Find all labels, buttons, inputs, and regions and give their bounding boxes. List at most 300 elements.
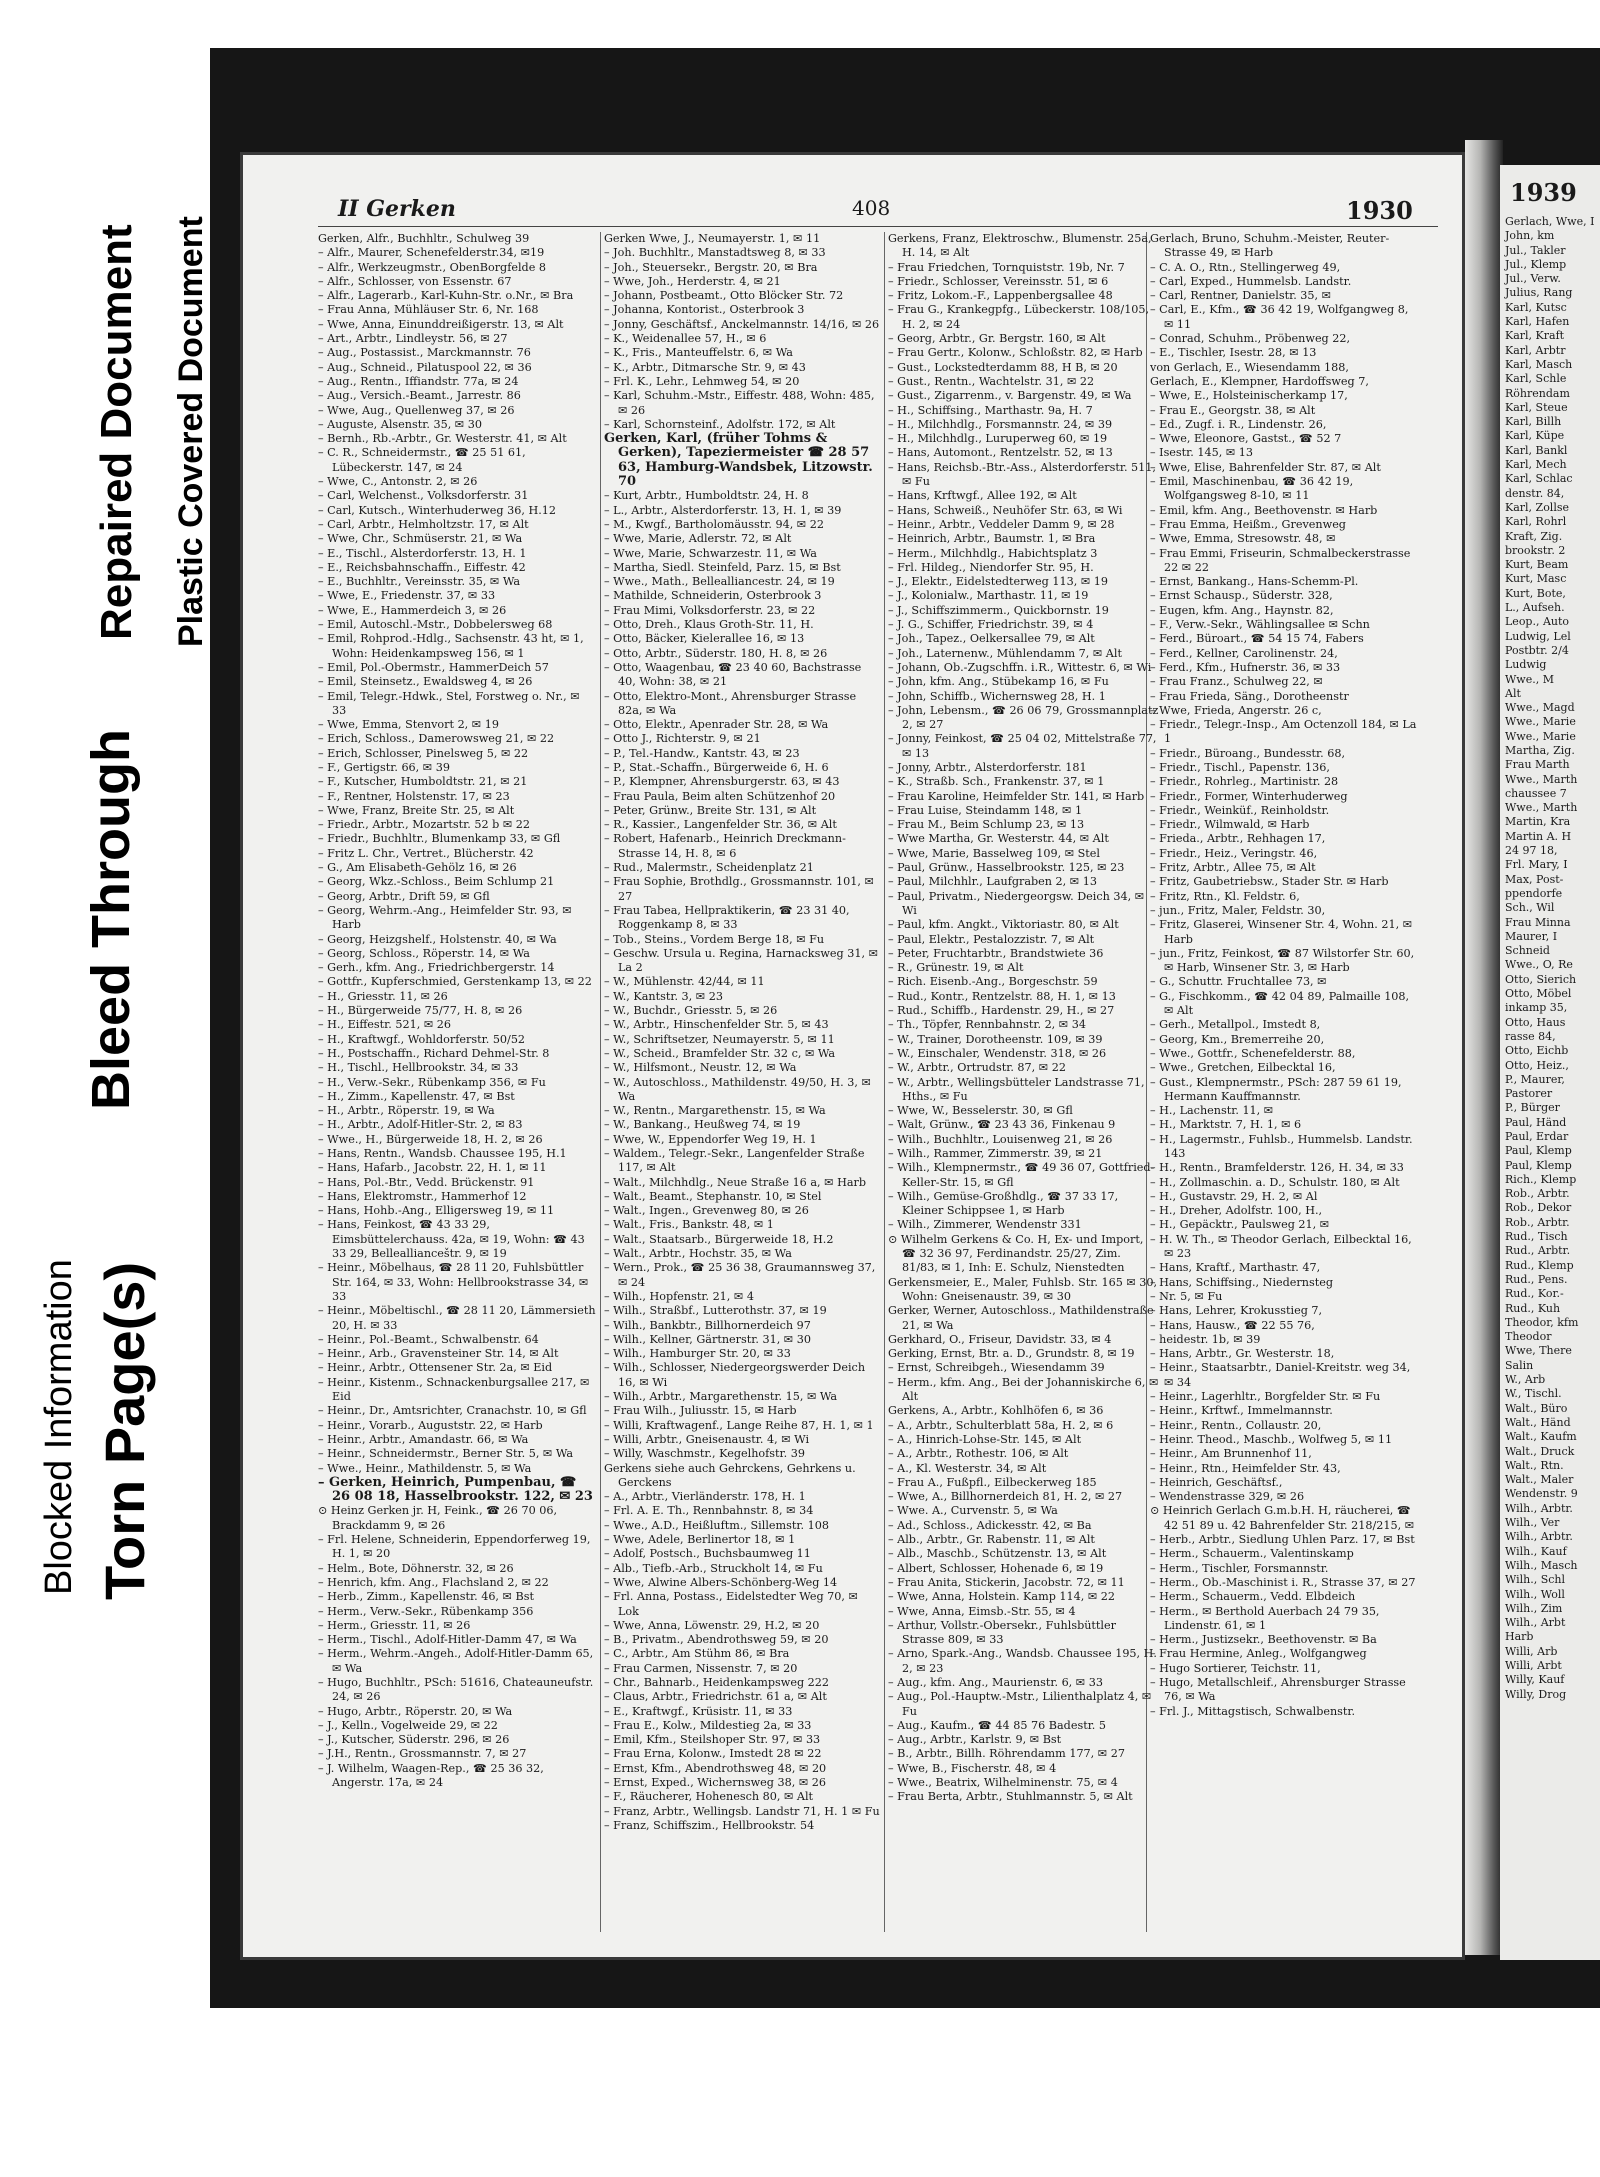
directory-entry: – Alfr., Lagerarb., Karl-Kuhn-Str. o.Nr., ✉ Bra [318, 289, 574, 303]
directory-entry: – Wwe., H., Bürgerweide 18, H. 2, ✉ 26 [318, 1132, 543, 1146]
directory-entry: – Frau Erna, Kolonw., Imstedt 28 ✉ 22 [604, 1747, 822, 1761]
directory-entry: – Ernst, Schreibgeh., Wiesendamm 39 [888, 1361, 1105, 1375]
directory-entry: – Paul, Privatm., Niedergeorgsw. Deich 34, ✉ Wi [888, 889, 1145, 917]
directory-entry: – Heinr., Krftwf., Immelmannstr. [1150, 1404, 1333, 1418]
directory-entry: – C. R., Schneidermstr., ☎ 25 51 61, Lübeckerstr. 147, ✉ 24 [318, 446, 526, 474]
facing-page-entry: Wilh., Schl [1505, 1573, 1566, 1587]
directory-entry: – K., Arbtr., Ditmarsche Str. 9, ✉ 43 [604, 360, 806, 374]
facing-page-entry: Walt., Maler [1505, 1473, 1574, 1487]
facing-page-entry: ppendorfe [1505, 886, 1563, 900]
directory-entry: – Frau Berta, Arbtr., Stuhlmannstr. 5, ✉ Alt [888, 1790, 1133, 1804]
facing-page-entry: Karl, Rohrl [1505, 515, 1567, 529]
directory-entry: – Walt., Staatsarb., Bürgerweide 18, H.2 [604, 1232, 834, 1246]
facing-page-entry: Otto, Heiz., [1505, 1058, 1569, 1072]
directory-entry: – Emil, Telegr.-Hdwk., Stel, Forstweg o. Nr., ✉ 33 [318, 689, 580, 717]
directory-entry: – Emil, Maschinenbau, ☎ 36 42 19, Wolfgangsweg 8-10, ✉ 11 [1150, 475, 1354, 503]
directory-entry: – Frau Luise, Steindamm 148, ✉ 1 [888, 803, 1083, 817]
directory-entry: – Rich. Eisenb.-Ang., Borgeschstr. 59 [888, 975, 1098, 989]
directory-entry: – Nr. 5, ✉ Fu [1150, 1289, 1223, 1303]
directory-entry: – Heinr., Schneidermstr., Berner Str. 5, ✉ Wa [318, 1447, 574, 1461]
directory-entry: – Hans, Feinkost, ☎ 43 33 29, Eimsbüttelerchauss. 42a, ✉ 19, Wohn: ☎ 43 33 29, Belleallianceštr. 9, ✉ 19 [318, 1218, 585, 1261]
directory-entry: – Otto, Arbtr., Süderstr. 180, H. 8, ✉ 26 [604, 646, 828, 660]
directory-entry: – Heinrich, Arbtr., Baumstr. 1, ✉ Bra [888, 532, 1096, 546]
directory-entry: – Emil, Kfm., Steilshoper Str. 97, ✉ 33 [604, 1733, 821, 1747]
directory-entry: – Georg, Wehrm.-Ang., Heimfelder Str. 93, ✉ Harb [318, 903, 572, 932]
directory-entry: – Friedr., Former, Winterhuderweg [1150, 789, 1348, 803]
directory-entry: – Gust., Lockstedterdamm 88, H B, ✉ 20 [888, 360, 1118, 374]
directory-entry: – Willy, Waschmstr., Kegelhofstr. 39 [604, 1447, 805, 1461]
directory-entry: – Aug., kfm. Ang., Maurienstr. 6, ✉ 33 [888, 1675, 1103, 1689]
directory-entry: – Frau Carmen, Nissenstr. 7, ✉ 20 [604, 1661, 798, 1675]
directory-entry: – Wwe, W., Besselerstr. 30, ✉ Gfl [888, 1104, 1073, 1118]
directory-entry: – Chr., Bahnarb., Heidenkampsweg 222 [604, 1675, 830, 1689]
directory-entry: – Wwe, B., Fischerstr. 48, ✉ 4 [888, 1761, 1057, 1775]
directory-entry: – Geschw. Ursula u. Regina, Harnacksweg 31, ✉ La 2 [604, 946, 878, 975]
directory-entry: – Heinr., Arbtr., Amandastr. 66, ✉ Wa [318, 1432, 529, 1446]
directory-entry: – Hans, Hausw., ☎ 22 55 76, [1150, 1318, 1315, 1332]
directory-entry: – Eugen, kfm. Ang., Haynstr. 82, [1150, 603, 1334, 617]
facing-page-entry: Walt., Kaufm [1505, 1430, 1577, 1444]
directory-entry: – Alb., Arbtr., Gr. Rabenstr. 11, ✉ Alt [888, 1533, 1095, 1547]
directory-entry: – Wwe, Eleonore, Gastst., ☎ 52 7 [1150, 432, 1342, 446]
directory-entry: – J.H., Rentn., Grossmannstr. 7, ✉ 27 [318, 1747, 527, 1761]
directory-entry: – W., Schriftsetzer, Neumayerstr. 5, ✉ 11 [604, 1032, 835, 1046]
directory-entry: – H. W. Th., ✉ Theodor Gerlach, Eilbecktal 16, ✉ 23 [1150, 1232, 1412, 1261]
directory-entry: – Frau Sophie, Brothdlg., Grossmannstr. 101, ✉ 27 [604, 875, 874, 903]
directory-entry: – H., Bürgerweide 75/77, H. 8, ✉ 26 [318, 1004, 523, 1018]
facing-page-entry: Karl, Bankl [1505, 443, 1568, 457]
facing-page-entry: Paul, Klemp [1505, 1158, 1572, 1172]
label-torn-pages: Torn Page(s) [93, 1261, 156, 1600]
directory-entry: – heidestr. 1b, ✉ 39 [1150, 1332, 1261, 1346]
directory-entry: – F., Verw.-Sekr., Wählingsallee ✉ Schn [1150, 618, 1370, 632]
facing-page-entry: Schneid [1505, 944, 1550, 958]
directory-entry: – Wwe, Emma, Stresowstr. 48, ✉ [1150, 532, 1336, 546]
directory-entry: – Wwe, Chr., Schmüserstr. 21, ✉ Wa [318, 532, 523, 546]
directory-entry: – Hans, Kraftf., Marthastr. 47, [1150, 1261, 1321, 1275]
directory-entry: – Isestr. 145, ✉ 13 [1150, 446, 1254, 460]
directory-entry: – Herb., Zimm., Kapellenstr. 46, ✉ Bst [318, 1590, 534, 1604]
directory-entry: – A., Arbtr., Schulterblatt 58a, H. 2, ✉ 6 [888, 1418, 1114, 1432]
directory-entry: – Frl. J., Mittagstisch, Schwalbenstr. [1150, 1704, 1356, 1718]
directory-entry: – H., Arbtr., Röperstr. 19, ✉ Wa [318, 1104, 495, 1118]
directory-entry: – Georg, Arbtr., Gr. Bergstr. 160, ✉ Alt [888, 332, 1106, 346]
directory-entry: – Frau Emmi, Friseurin, Schmalbeckerstrasse 22 ✉ 22 [1150, 546, 1411, 574]
directory-entry: – Wilh., Schlosser, Niedergeorgswerder Deich 16, ✉ Wi [604, 1361, 866, 1389]
directory-entry: Gerlach, Bruno, Schuhm.-Meister, Reuter-Strasse 49, ✉ Harb [1150, 232, 1390, 260]
facing-page-entry: Julius, Rang [1505, 286, 1573, 300]
label-repaired-document: Repaired Document [92, 224, 141, 640]
directory-entry: – Heinr. Theod., Maschb., Wolfweg 5, ✉ 11 [1150, 1432, 1393, 1446]
directory-entry: – E., Reichsbahnschaffn., Eiffestr. 42 [318, 560, 526, 574]
facing-page-entry: Karl, Steue [1505, 400, 1568, 414]
directory-entry: – B., Arbtr., Billh. Röhrendamm 177, ✉ 27 [888, 1747, 1125, 1761]
facing-page-entry: Otto, Haus [1505, 1015, 1566, 1029]
directory-entry: – W., Rentn., Margarethenstr. 15, ✉ Wa [604, 1104, 826, 1118]
directory-entry: – Georg, Heizgshelf., Holstenstr. 40, ✉ Wa [318, 932, 557, 946]
directory-entry: – E., Tischl., Alsterdorferstr. 13, H. 1 [318, 546, 527, 560]
facing-page-entry: Karl, Hafen [1505, 315, 1570, 329]
directory-entry: – R., Grünestr. 19, ✉ Alt [888, 961, 1024, 975]
facing-page-entry: Karl, Arbtr [1505, 343, 1566, 357]
facing-page-entry: Willy, Drog [1505, 1687, 1567, 1701]
facing-page-entry: Willy, Kauf [1505, 1673, 1565, 1687]
facing-page-entry: Otto, Möbel [1505, 987, 1572, 1001]
facing-page-year: 1939 [1510, 178, 1577, 207]
directory-entry: – Carl, E., Kfm., ☎ 36 42 19, Wolfgangweg 8, ✉ 11 [1150, 303, 1409, 331]
directory-entry: – F., Rentner, Holstenstr. 17, ✉ 23 [318, 789, 510, 803]
directory-entry: – W., Hilfsmont., Neustr. 12, ✉ Wa [604, 1061, 797, 1075]
directory-entry: – Frau A., Fußpfl., Eilbeckerweg 185 [888, 1475, 1097, 1489]
directory-entry: – Aug., Versich.-Beamt., Jarrestr. 86 [318, 389, 521, 403]
directory-entry: – Aug., Postassist., Marckmannstr. 76 [318, 346, 531, 360]
directory-entry: – Rud., Kontr., Rentzelstr. 88, H. 1, ✉ 13 [888, 989, 1116, 1003]
directory-entry: – Frau Frieda, Säng., Dorotheenstr [1150, 689, 1349, 703]
directory-entry: – H., Milchhdlg., Luruperweg 60, ✉ 19 [888, 432, 1108, 446]
directory-entry: – Frau Anna, Mühläuser Str. 6, Nr. 168 [318, 303, 539, 317]
facing-page-entry: rasse 84, [1505, 1029, 1556, 1043]
facing-page-entry: Frau Minna [1505, 915, 1571, 929]
facing-page-entry: Kurt, Bote, [1505, 586, 1566, 600]
facing-page-entry: Karl, Billh [1505, 415, 1562, 429]
directory-entry: – H., Lachenstr. 11, ✉ [1150, 1104, 1274, 1118]
directory-entry: – F., Räucherer, Hohenesch 80, ✉ Alt [604, 1790, 814, 1804]
directory-entry: Gerkens, Franz, Elektroschw., Blumenstr. 25a, H. 14, ✉ Alt [888, 232, 1152, 260]
facing-page-entry: Postbtr. 2/4 [1505, 643, 1569, 657]
directory-entry: – Rud., Schiffb., Hardenstr. 29, H., ✉ 27 [888, 1004, 1115, 1018]
directory-entry: – Friedr., Schlosser, Vereinsstr. 51, ✉ 6 [888, 274, 1109, 288]
directory-entry: – Wwe, Anna, Löwenstr. 29, H.2, ✉ 20 [604, 1618, 820, 1632]
facing-page-entry: Pastorer [1505, 1087, 1553, 1101]
directory-entry: – Herm., kfm. Ang., Bei der Johanniskirche 6, ✉ Alt [888, 1375, 1159, 1404]
directory-entry: – Otto, Waagenbau, ☎ 23 40 60, Bachstrasse 40, Wohn: 38, ✉ 21 [604, 660, 862, 689]
directory-entry: – Wilh., Kellner, Gärtnerstr. 31, ✉ 30 [604, 1332, 811, 1346]
facing-page-entry: Leop., Auto [1505, 615, 1570, 629]
directory-entry: – Joh. Buchhltr., Manstadtsweg 8, ✉ 33 [604, 246, 826, 260]
directory-entry: – Franz, Arbtr., Wellingsb. Landstr 71, H. 1 ✉ Fu [604, 1804, 880, 1818]
directory-entry: – Wwe, Marie, Schwarzestr. 11, ✉ Wa [604, 546, 817, 560]
directory-entry: – Aug., Pol.-Hauptw.-Mstr., Lilienthalplatz 4, ✉ Fu [888, 1690, 1152, 1718]
directory-entry: – Gerh., Metallpol., Imstedt 8, [1150, 1018, 1321, 1032]
directory-entry: – Arno, Spark.-Ang., Wandsb. Chaussee 195, H. 2, ✉ 23 [888, 1647, 1157, 1675]
directory-entry: – M., Kwgf., Bartholomäusstr. 94, ✉ 22 [604, 517, 824, 531]
directory-entry: – Wwe., Math., Bellealliancestr. 24, ✉ 19 [604, 575, 835, 589]
facing-page-entry: Otto, Eichb [1505, 1044, 1569, 1058]
directory-entry: – Erich, Schlosser, Pinelsweg 5, ✉ 22 [318, 746, 529, 760]
directory-entry: – Frl. K., Lehr., Lehmweg 54, ✉ 20 [604, 374, 800, 388]
label-bleed-through: Bleed Through [81, 729, 141, 1110]
directory-entry: – Gust., Rentn., Wachtelstr. 31, ✉ 22 [888, 374, 1095, 388]
directory-column-2 [604, 232, 881, 1932]
directory-entry: – J., Kolonialw., Marthastr. 11, ✉ 19 [888, 589, 1089, 603]
directory-entry: – Paul, Grünw., Hasselbrookstr. 125, ✉ 23 [888, 861, 1125, 875]
directory-entry: Gerlach, E., Klempner, Hardoffsweg 7, [1150, 374, 1369, 388]
directory-entry: – H., Gustavstr. 29, H. 2, ✉ Al [1150, 1189, 1318, 1203]
directory-entry: – W., Arbtr., Hinschenfelder Str. 5, ✉ 43 [604, 1018, 829, 1032]
facing-page-entry: Karl, Zollse [1505, 500, 1570, 514]
directory-entry: – Mathilde, Schneiderin, Osterbrook 3 [604, 589, 822, 603]
directory-entry: – Ferd., Kellner, Carolinenstr. 24, [1150, 646, 1338, 660]
directory-entry: – Herm., Schauerm., Valentinskamp [1150, 1547, 1354, 1561]
directory-entry: – Heinr., Vorarb., Auguststr. 22, ✉ Harb [318, 1418, 543, 1432]
directory-entry: – Claus, Arbtr., Friedrichstr. 61 a, ✉ Alt [604, 1690, 827, 1704]
directory-entry: – Wwe., A.D., Heißluftm., Sillemstr. 108 [604, 1518, 829, 1532]
directory-entry: – H., Dreher, Adolfstr. 100, H., [1150, 1204, 1323, 1218]
facing-page-entry: Karl, Schlac [1505, 472, 1573, 486]
directory-entry: – H., Tischl., Hellbrookstr. 34, ✉ 33 [318, 1061, 519, 1075]
facing-page-entry: Wilh., Arbtr. [1505, 1530, 1573, 1544]
directory-entry: – Wwe, Anna, Holstein. Kamp 114, ✉ 22 [888, 1590, 1116, 1604]
directory-entry: – Gerken, Heinrich, Pumpenbau, ☎ 26 08 18, Hasselbrookstr. 122, ✉ 23 [318, 1474, 593, 1505]
facing-page-entry: Karl, Schle [1505, 372, 1567, 386]
directory-entry: – Heinr., Kistenm., Schnackenburgsallee 217, ✉ Eid [318, 1375, 590, 1404]
label-plastic-covered-document: Plastic Covered Document [172, 216, 210, 647]
directory-column-3 [888, 232, 1160, 1932]
directory-entry: – Karl, Schornsteinf., Adolfstr. 172, ✉ Alt [604, 417, 836, 431]
facing-page-entry: Rud., Arbtr. [1505, 1244, 1571, 1258]
directory-entry: – Fritz L. Chr., Vertret., Blücherstr. 42 [318, 846, 534, 860]
directory-entry: – Gottfr., Kupferschmied, Gerstenkamp 13, ✉ 22 [318, 975, 592, 989]
directory-entry: – Wilh., Zimmerer, Wendenstr 331 [888, 1218, 1082, 1232]
directory-entry: Gerken, Alfr., Buchhltr., Schulweg 39 [318, 232, 530, 245]
directory-entry: – Emil, Rohprod.-Hdlg., Sachsenstr. 43 ht, ✉ 1, Wohn: Heidenkampsweg 156, ✉ 1 [318, 632, 584, 660]
directory-entry: – Frl. Helene, Schneiderin, Eppendorferweg 19, H. 1, ✉ 20 [318, 1533, 591, 1561]
facing-page-entry: Walt., Händ [1505, 1415, 1571, 1429]
directory-entry: – Carl, Exped., Hummelsb. Landstr. [1150, 274, 1352, 288]
directory-entry: – Hugo, Buchhltr., PSch: 51616, Chateauneufstr. 24, ✉ 26 [318, 1675, 594, 1704]
facing-page-entry: Ludwig, Lel [1505, 629, 1571, 643]
facing-page-entry: Willi, Arb [1505, 1644, 1558, 1658]
directory-entry: – Herm., Tischler, Forsmannstr. [1150, 1561, 1329, 1575]
directory-entry: – A., Hinrich-Lohse-Str. 145, ✉ Alt [888, 1432, 1082, 1446]
directory-entry: – Paul, Elektr., Pestalozzistr. 7, ✉ Alt [888, 932, 1095, 946]
directory-entry: – Heinr., Am Brunnenhof 11, [1150, 1447, 1312, 1461]
directory-entry: – jun., Fritz, Feinkost, ☎ 87 Wilstorfer Str. 60, ✉ Harb, Winsener Str. 3, ✉ Harb [1150, 946, 1415, 975]
directory-entry: – Herm., Ob.-Maschinist i. R., Strasse 37, ✉ 27 [1150, 1575, 1416, 1589]
directory-entry: – Emil, Steinsetz., Ewaldsweg 4, ✉ 26 [318, 675, 533, 689]
directory-entry: – Hans, Arbtr., Gr. Westerstr. 18, [1150, 1347, 1335, 1361]
directory-entry: – Ernst, Exped., Wichernsweg 38, ✉ 26 [604, 1776, 827, 1790]
facing-page-entry: Theodor [1505, 1330, 1552, 1344]
directory-entry: – Ed., Zugf. i. R., Lindenstr. 26, [1150, 417, 1327, 431]
directory-entry: – Tob., Steins., Vordem Berge 18, ✉ Fu [604, 932, 825, 946]
directory-entry: – Johann, Ob.-Zugschffn. i.R., Wittestr. 6, ✉ Wi [888, 660, 1152, 674]
directory-entry: – H., Arbtr., Adolf-Hitler-Str. 2, ✉ 83 [318, 1118, 523, 1132]
directory-entry: – Ferd., Büroart., ☎ 54 15 74, Fabers [1150, 632, 1364, 646]
directory-entry: – Frau Emma, Heißm., Grevenweg [1150, 517, 1346, 531]
directory-entry: – Peter, Fruchtarbtr., Brandstwiete 36 [888, 946, 1104, 960]
directory-entry: – Gerh., kfm. Ang., Friedrichbergerstr. 14 [318, 961, 555, 975]
directory-entry: – Frau Friedchen, Tornquiststr. 19b, Nr. 7 [888, 260, 1125, 274]
directory-entry: – Wilh., Hamburger Str. 20, ✉ 33 [604, 1347, 791, 1361]
directory-entry: – H., Schiffsing., Marthastr. 9a, H. 7 [888, 403, 1093, 417]
facing-page-entry: Kurt, Beam [1505, 558, 1569, 572]
directory-entry: – Frau Tabea, Hellpraktikerin, ☎ 23 31 40, Roggenkamp 8, ✉ 33 [604, 903, 850, 932]
directory-entry: – B., Privatm., Abendrothsweg 59, ✉ 20 [604, 1633, 829, 1647]
directory-entry: – Wilh., Klempnermstr., ☎ 49 36 07, Gottfried-Keller-Str. 15, ✉ Gfl [888, 1161, 1155, 1189]
directory-entry: – H., Lagermstr., Fuhlsb., Hummelsb. Landstr. 143 [1150, 1132, 1413, 1160]
facing-page-entry: Jul., Verw. [1505, 272, 1561, 286]
directory-entry: – P., Klempner, Ahrensburgerstr. 63, ✉ 43 [604, 775, 840, 789]
facing-page-entry: John, km [1505, 229, 1555, 243]
directory-entry: – Ad., Schloss., Adickesstr. 42, ✉ Ba [888, 1518, 1092, 1532]
directory-entry: – Paul, Milchhlr., Laufgraben 2, ✉ 13 [888, 875, 1097, 889]
directory-entry: – Hans, Automont., Rentzelstr. 52, ✉ 13 [888, 446, 1113, 460]
directory-entry: – H., Marktstr. 7, H. 1, ✉ 6 [1150, 1118, 1302, 1132]
directory-entry: – J., Schiffszimmerm., Quickbornstr. 19 [888, 603, 1109, 617]
directory-entry: – Adolf, Postsch., Buchsbaumweg 11 [604, 1547, 811, 1561]
directory-entry: – Franz, Schiffszim., Hellbrookstr. 54 [604, 1818, 815, 1832]
directory-entry: – Hugo, Arbtr., Röperstr. 20, ✉ Wa [318, 1704, 513, 1718]
facing-page-entry: Paul, Klemp [1505, 1144, 1572, 1158]
directory-entry: – Hans, Krftwgf., Allee 192, ✉ Alt [888, 489, 1077, 503]
directory-entry: – Heinr., Lagerhltr., Borgfelder Str. ✉ Fu [1150, 1390, 1381, 1404]
directory-entry: – Wwe Martha, Gr. Westerstr. 44, ✉ Alt [888, 832, 1109, 846]
directory-entry: – G., Fischkomm., ☎ 42 04 89, Palmaille 108, ✉ Alt [1150, 989, 1410, 1018]
directory-entry: – J., Kutscher, Süderstr. 296, ✉ 26 [318, 1733, 510, 1747]
directory-entry: – Hans, Pol.-Btr., Vedd. Brückenstr. 91 [318, 1175, 535, 1189]
directory-entry: – Bernh., Rb.-Arbtr., Gr. Westerstr. 41, ✉ Alt [318, 432, 567, 446]
directory-entry: – Henrich, kfm. Ang., Flachsland 2, ✉ 22 [318, 1575, 549, 1589]
directory-entry: – J., Kelln., Vogelweide 29, ✉ 22 [318, 1718, 498, 1732]
directory-entry: – Jonny, Geschäftsf., Anckelmannstr. 14/16, ✉ 26 [604, 317, 880, 331]
directory-entry: – Alfr., Maurer, Schenefelderstr.34, ✉19 [318, 246, 545, 260]
facing-page-entry: Wwe, There [1505, 1344, 1572, 1358]
directory-entry: – W., Einschaler, Wendenstr. 318, ✉ 26 [888, 1046, 1107, 1060]
directory-entry: – Wwe, Aug., Quellenweg 37, ✉ 26 [318, 403, 515, 417]
directory-entry: – E., Tischler, Isestr. 28, ✉ 13 [1150, 346, 1317, 360]
directory-entry: – Jonny, Arbtr., Alsterdorferstr. 181 [888, 760, 1087, 774]
directory-entry: – Georg, Km., Bremerreihe 20, [1150, 1032, 1325, 1046]
directory-entry: – Aug., Rentn., Iffiandstr. 77a, ✉ 24 [318, 374, 519, 388]
directory-entry: – W., Bankang., Heußweg 74, ✉ 19 [604, 1118, 801, 1132]
label-blocked-information: Blocked Information [38, 1259, 80, 1595]
directory-entry: – H., Kraftwgf., Wohldorferstr. 50/52 [318, 1032, 526, 1046]
directory-entry: – Frieda., Arbtr., Rehhagen 17, [1150, 832, 1326, 846]
directory-entry: – Fritz, Arbtr., Allee 75, ✉ Alt [1150, 861, 1316, 875]
directory-entry: – E., Kraftwgf., Krüsistr. 11, ✉ 33 [604, 1704, 793, 1718]
directory-entry: – H., Verw.-Sekr., Rübenkamp 356, ✉ Fu [318, 1075, 546, 1089]
facing-page-entry: Kurt, Masc [1505, 572, 1567, 586]
facing-page-entry: Wwe., Marie [1505, 715, 1576, 729]
directory-entry: – Peter, Grünw., Breite Str. 131, ✉ Alt [604, 803, 817, 817]
directory-entry: – Walt, Grünw., ☎ 23 43 36, Finkenau 9 [888, 1118, 1116, 1132]
directory-entry: Gerkens siehe auch Gehrckens, Gehrkens u. Gerckens [604, 1461, 856, 1489]
directory-entry: – Wendenstrasse 329, ✉ 26 [1150, 1490, 1305, 1504]
directory-entry: – Wilh., Rammer, Zimmerstr. 39, ✉ 21 [888, 1147, 1103, 1160]
directory-entry: – G., Schuttr. Fruchtallee 73, ✉ [1150, 975, 1327, 989]
facing-page-entry: Sch., Wil [1505, 901, 1555, 915]
directory-entry: – Wilh., Gemüse-Großhdlg., ☎ 37 33 17, Kleiner Schippsee 1, ✉ Harb [888, 1189, 1119, 1218]
directory-entry: – John, Schiffb., Wichernsweg 28, H. 1 [888, 689, 1106, 703]
facing-page-entry: Wilh., Arbt [1505, 1616, 1566, 1630]
facing-page-entry: Wwe., Marth [1505, 772, 1578, 786]
directory-entry: – Alb., Maschb., Schützenstr. 13, ✉ Alt [888, 1547, 1107, 1561]
directory-entry: – P., Tel.-Handw., Kantstr. 43, ✉ 23 [604, 746, 800, 760]
running-head-year: 1930 [1346, 196, 1413, 225]
directory-entry: – Walt., Milchhdlg., Neue Straße 16 a, ✉ Harb [604, 1175, 867, 1189]
facing-page-entry: Rud., Klemp [1505, 1258, 1574, 1272]
directory-entry: – Friedr., Buchhltr., Blumenkamp 33, ✉ Gfl [318, 832, 561, 846]
directory-entry: – Th., Töpfer, Rennbahnstr. 2, ✉ 34 [888, 1018, 1086, 1032]
directory-entry: – Wwe, Franz, Breite Str. 25, ✉ Alt [318, 803, 515, 817]
directory-entry: Gerken Wwe, J., Neumayerstr. 1, ✉ 11 [604, 232, 821, 245]
directory-entry: – Heinr., Möbeltischl., ☎ 28 11 20, Lämmersieth 20, H. ✉ 33 [318, 1304, 596, 1332]
directory-entry: – Frau E., Kolw., Mildestieg 2a, ✉ 33 [604, 1718, 812, 1732]
directory-entry: – Carl, Rentner, Danielstr. 35, ✉ [1150, 289, 1332, 303]
directory-entry: – Ernst, Bankang., Hans-Schemm-Pl. [1150, 575, 1359, 589]
directory-entry: – Frau Karoline, Heimfelder Str. 141, ✉ Harb [888, 789, 1145, 803]
directory-entry: – Heinr., Rentn., Collaustr. 20, [1150, 1418, 1322, 1432]
directory-entry: – Wwe, Elise, Bahrenfelder Str. 87, ✉ Alt [1150, 460, 1381, 474]
facing-page-entry: Rud., Kuh [1505, 1301, 1561, 1315]
directory-entry: – Robert, Hafenarb., Heinrich Dreckmann-Strasse 14, H. 8, ✉ 6 [604, 832, 846, 860]
directory-entry: – Heinr., Arb., Gravensteiner Str. 14, ✉ Alt [318, 1347, 559, 1361]
directory-entry: – Wwe, Alwine Albers-Schönberg-Weg 14 [604, 1575, 838, 1589]
directory-entry: – Heinr., Möbelhaus, ☎ 28 11 20, Fuhlsbüttler Str. 164, ✉ 33, Wohn: Hellbrookstrasse 34, ✉ 33 [318, 1261, 589, 1303]
directory-entry: – Wwe, Marie, Basselweg 109, ✉ Stel [888, 846, 1100, 860]
facing-page-entry: Martha, Zig. [1505, 743, 1575, 757]
facing-page-entry: Wilh., Masch [1505, 1558, 1578, 1572]
running-head-name: II Gerken [338, 196, 456, 222]
directory-entry: – Friedr., Rohrleg., Martinistr. 28 [1150, 775, 1339, 789]
facing-page-entry: Karl, Mech [1505, 458, 1567, 472]
directory-entry: – Friedr., Telegr.-Insp., Am Octenzoll 184, ✉ La 1 [1150, 718, 1417, 746]
facing-page-entry: Wilh., Woll [1505, 1587, 1565, 1601]
directory-entry: – W., Trainer, Dorotheenstr. 109, ✉ 39 [888, 1032, 1103, 1046]
directory-entry: – Karl, Schuhm.-Mstr., Eiffestr. 488, Wohn: 485, ✉ 26 [604, 389, 875, 417]
directory-entry: – Wwe., Gottfr., Schenefelderstr. 88, [1150, 1046, 1356, 1060]
facing-page-entry: Gerlach, Wwe, I [1505, 215, 1595, 228]
facing-page-entry: Rud., Kor.- [1505, 1287, 1564, 1301]
facing-page-entry: W., Tischl. [1505, 1387, 1562, 1401]
facing-page-entry: Theodor, kfm [1505, 1315, 1579, 1329]
directory-entry: – Alb., Tiefb.-Arb., Struckholt 14, ✉ Fu [604, 1561, 823, 1575]
directory-entry: – Herm., Schauerm., Vedd. Elbdeich [1150, 1590, 1356, 1604]
facing-page-entry: Alt [1505, 686, 1521, 700]
facing-page-entry: Otto, Sierich [1505, 972, 1577, 986]
facing-page-entry: Rob., Dekor [1505, 1201, 1572, 1215]
directory-entry: – Kurt, Arbtr., Humboldtstr. 24, H. 8 [604, 489, 809, 503]
facing-page-entry: Rud., Tisch [1505, 1230, 1568, 1244]
directory-entry: – Frl. A. E. Th., Rennbahnstr. 8, ✉ 34 [604, 1504, 814, 1518]
directory-entry: ⊙ Wilhelm Gerkens & Co. H, Ex- und Import, ☎ 32 36 97, Ferdinandstr. 25/27, Zim. 81/83, ✉ 1, Inh: E. Schulz, Nienstedten [888, 1232, 1144, 1275]
directory-entry: Gerkensmeier, E., Maler, Fuhlsb. Str. 165 ✉ 30, Wohn: Gneisenaustr. 39, ✉ 30 [888, 1275, 1158, 1303]
directory-entry: – W., Autoschloss., Mathildenstr. 49/50, H. 3, ✉ Wa [604, 1075, 871, 1103]
directory-entry: – Heinr., Rtn., Heimfelder Str. 43, [1150, 1461, 1341, 1475]
directory-entry: – Aug., Schneid., Pilatuspool 22, ✉ 36 [318, 360, 532, 374]
directory-entry: – H., Zimm., Kapellenstr. 47, ✉ Bst [318, 1089, 515, 1103]
directory-entry: – Emil, kfm. Ang., Beethovenstr. ✉ Harb [1150, 503, 1378, 517]
facing-page-entry: Rob., Arbtr. [1505, 1187, 1570, 1201]
directory-entry: – Wilh., Hopfenstr. 21, ✉ 4 [604, 1289, 754, 1303]
facing-page-entry: Frl. Mary, I [1505, 858, 1568, 872]
directory-entry: – Albert, Schlosser, Hohenade 6, ✉ 19 [888, 1561, 1104, 1575]
directory-entry: – Walt., Fris., Bankstr. 48, ✉ 1 [604, 1218, 774, 1232]
directory-column-1 [318, 232, 596, 1932]
directory-entry: – W., Arbtr., Wellingsbütteler Landstrasse 71, Hths., ✉ Fu [888, 1075, 1145, 1103]
directory-column-4 [1150, 232, 1418, 1932]
directory-entry: – Herm., Wehrm.-Angeh., Adolf-Hitler-Damm 65, ✉ Wa [318, 1647, 594, 1675]
directory-entry: – Carl, Arbtr., Helmholtzstr. 17, ✉ Alt [318, 517, 529, 531]
directory-entry: – W., Arbtr., Ortrudstr. 87, ✉ 22 [888, 1061, 1066, 1075]
directory-entry: ⊙ Heinz Gerken jr. H, Feink., ☎ 26 70 06, Brackdamm 9, ✉ 26 [318, 1504, 558, 1532]
directory-entry: – Wwe., Beatrix, Wilhelminenstr. 75, ✉ 4 [888, 1776, 1118, 1790]
directory-entry: – C. A. O., Rtn., Stellingerweg 49, [1150, 260, 1341, 274]
directory-entry: – Friedr., Weinküf., Reinholdstr. [1150, 803, 1330, 817]
facing-page-entry: chaussee 7 [1505, 786, 1567, 800]
facing-page-entry: P., Bürger [1505, 1101, 1560, 1115]
